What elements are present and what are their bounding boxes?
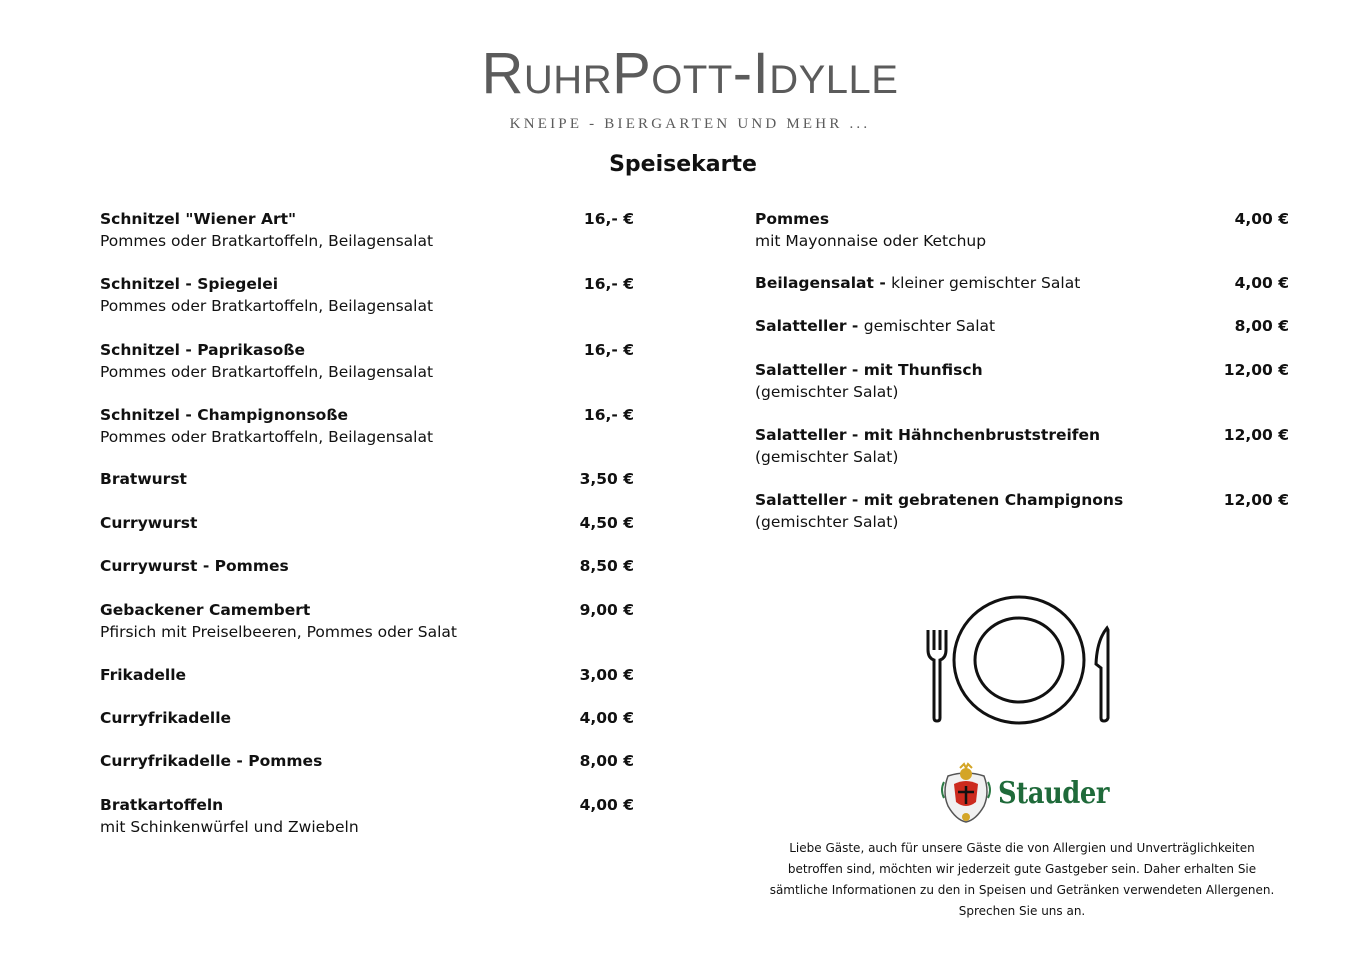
item-price: 4,00 € (579, 796, 634, 814)
logo-letter: I (752, 41, 770, 106)
menu-item (755, 489, 1289, 533)
menu-item (100, 707, 634, 729)
logo-letter: P (612, 41, 652, 106)
item-name: Schnitzel - Spiegelei (100, 275, 279, 293)
allergy-line: Sprechen Sie uns an. (958, 904, 1086, 918)
item-description: mit Schinkenwürfel und Zwiebeln (100, 818, 359, 836)
item-description: mit Mayonnaise oder Ketchup (755, 232, 987, 250)
menu-item (100, 339, 634, 383)
item-name: Salatteller - (755, 317, 864, 335)
item-name: Gebackener Camembert (100, 601, 311, 619)
menu-item (755, 208, 1289, 252)
item-price: 12,00 € (1223, 361, 1289, 379)
item-price: 16,- € (583, 406, 634, 424)
logo-letter: R (481, 41, 524, 106)
item-description: Pommes oder Bratkartoffeln, Beilagensalat (100, 363, 434, 381)
item-name: Salatteller - mit Hähnchenbruststreifen (755, 426, 1101, 444)
item-description: Pfirsich mit Preiselbeeren, Pommes oder Salat (100, 623, 457, 641)
item-inline-description: kleiner gemischter Salat (891, 274, 1081, 292)
allergy-line: sämtliche Informationen zu den in Speisen und Getränken verwendeten Allergenen. (769, 883, 1275, 897)
logo-tagline: KNEIPE - BIERGARTEN UND MEHR ... (509, 116, 871, 132)
menu-item (100, 404, 634, 448)
item-price: 16,- € (583, 275, 634, 293)
menu-item (100, 599, 634, 643)
item-price: 4,00 € (579, 709, 634, 727)
menu-item (100, 468, 634, 490)
menu-item (100, 208, 634, 252)
menu-item (100, 750, 634, 772)
item-description: (gemischter Salat) (755, 383, 899, 401)
item-name: Bratkartoffeln (100, 796, 224, 814)
logo-letter: OTT (651, 58, 733, 102)
item-name: Pommes (755, 210, 830, 228)
item-name: Curryfrikadelle - Pommes (100, 752, 323, 770)
item-price: 4,00 € (1234, 274, 1289, 292)
menu-title: Speisekarte (609, 152, 757, 177)
allergy-line: betroffen sind, möchten wir jederzeit gute Gastgeber sein. Daher erhalten Sie (787, 862, 1257, 876)
item-name: Schnitzel - Champignonsoße (100, 406, 348, 424)
menu-item (100, 273, 634, 317)
menu-item (100, 512, 634, 534)
item-name: Salatteller - mit gebratenen Champignons (755, 491, 1124, 509)
item-inline-description: gemischter Salat (863, 317, 996, 335)
allergy-notice (752, 838, 1292, 922)
menu-item (755, 315, 1289, 337)
item-price: 8,00 € (1234, 317, 1289, 335)
menu-item (755, 272, 1289, 294)
item-price: 3,50 € (579, 470, 634, 488)
item-name: Currywurst - Pommes (100, 557, 289, 575)
menu-item (755, 359, 1289, 403)
item-description: (gemischter Salat) (755, 448, 899, 466)
item-price: 12,00 € (1223, 491, 1289, 509)
item-price: 16,- € (583, 341, 634, 359)
logo-letter: UHR (523, 58, 613, 102)
logo-letter: - (732, 41, 753, 106)
stauder-logo (938, 762, 1108, 824)
item-description: Pommes oder Bratkartoffeln, Beilagensalat (100, 297, 434, 315)
item-name: Currywurst (100, 514, 198, 532)
item-name: Curryfrikadelle (100, 709, 232, 727)
item-price: 3,00 € (579, 666, 634, 684)
menu-item (755, 424, 1289, 468)
item-name: Salatteller - mit Thunfisch (755, 361, 983, 379)
item-name: Frikadelle (100, 666, 187, 684)
restaurant-logo (450, 41, 930, 133)
item-name: Bratwurst (100, 470, 187, 488)
plate-cutlery-icon (920, 592, 1120, 726)
menu-item (100, 794, 634, 838)
item-description: (gemischter Salat) (755, 513, 899, 531)
item-price: 4,50 € (579, 514, 634, 532)
brand-name: Stauder (998, 776, 1110, 811)
item-description: Pommes oder Bratkartoffeln, Beilagensalat (100, 428, 434, 446)
item-price: 12,00 € (1223, 426, 1289, 444)
item-price: 16,- € (583, 210, 634, 228)
menu-item (100, 555, 634, 577)
item-price: 8,50 € (579, 557, 634, 575)
item-description: Pommes oder Bratkartoffeln, Beilagensalat (100, 232, 434, 250)
item-name: Schnitzel - Paprikasoße (100, 341, 305, 359)
item-price: 9,00 € (579, 601, 634, 619)
item-price: 4,00 € (1234, 210, 1289, 228)
brewery-crest-icon (938, 762, 994, 824)
logo-letter: DYLLE (769, 58, 899, 102)
menu-item (100, 664, 634, 686)
item-name: Schnitzel "Wiener Art" (100, 210, 297, 228)
allergy-line: Liebe Gäste, auch für unsere Gäste die von Allergien und Unverträglichkeiten (789, 841, 1255, 855)
logo-title (450, 41, 930, 110)
item-price: 8,00 € (579, 752, 634, 770)
item-name: Beilagensalat - (755, 274, 892, 292)
